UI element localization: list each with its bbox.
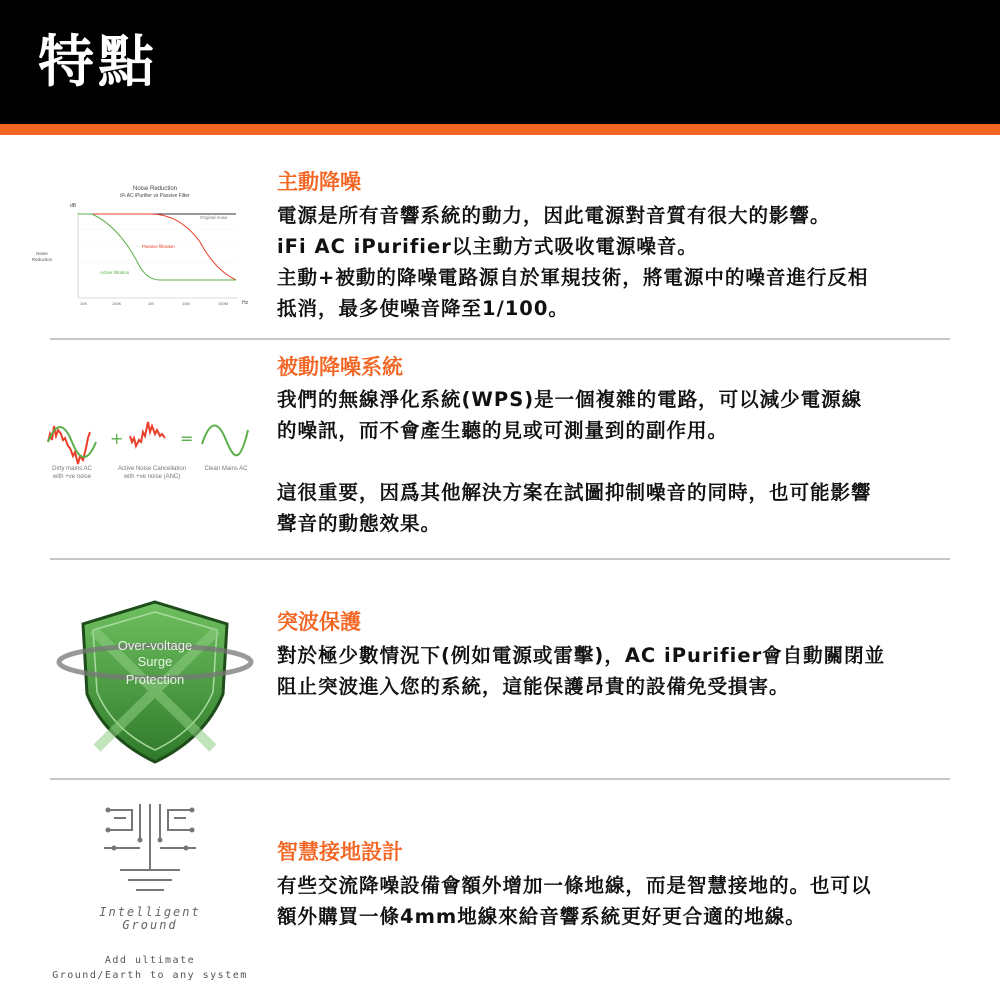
ground-caption-line2: Ground/Earth to any system <box>52 970 248 981</box>
body-line: 主動+被動的降噪電路源自於軍規技術，將電源中的噪音進行反相 <box>277 266 869 289</box>
noise-cancellation-diagram <box>30 400 260 490</box>
section-body <box>277 384 967 539</box>
body-line: 這很重要，因爲其他解決方案在試圖抑制噪音的同時，也可能影響 <box>277 481 872 504</box>
ground-circuit-icon <box>100 800 200 910</box>
body-line: 對於極少數情況下(例如電源或雷擊)，AC iPurifier會自動關閉並 <box>277 644 886 667</box>
body-line: 的噪訊，而不會產生聽的見或可測量到的副作用。 <box>277 419 729 442</box>
label-anc-line2: with +ve noise (ANC) <box>123 474 181 480</box>
shield-icon <box>55 598 255 768</box>
x-tick: 1M <box>148 301 154 306</box>
ground-caption-line1: Add ultimate <box>104 955 196 966</box>
noise-reduction-chart <box>30 182 250 312</box>
section-body <box>277 870 967 932</box>
clean-sine-icon <box>202 425 248 455</box>
body-line <box>277 446 967 477</box>
plus-operator: + <box>110 429 124 448</box>
body-line: 我們的無線淨化系統(WPS)是一個複雜的電路，可以減少電源線 <box>277 388 863 411</box>
chart-subtitle: iFi AC iPurifier vs Passive Filter <box>120 193 190 199</box>
header-accent-stripe <box>0 124 1000 135</box>
series-label-original: Original noise <box>200 215 228 220</box>
chart-y-label-2: Reduction <box>31 257 53 262</box>
ground-caption <box>50 953 250 983</box>
anc-wave-icon <box>130 422 165 446</box>
section-divider <box>50 558 950 560</box>
body-line: 有些交流降噪設備會額外增加一條地線，而是智慧接地的。也可以 <box>277 874 872 897</box>
x-tick: 10K <box>80 301 88 306</box>
section-divider <box>50 338 950 340</box>
series-label-passive: Passive filtration <box>142 244 175 249</box>
label-dirty-line2: with +ve noise <box>52 474 92 480</box>
body-line: 電源是所有音響系統的動力，因此電源對音質有很大的影響。 <box>277 204 831 227</box>
label-clean-line1: Clean Mains AC <box>204 466 248 472</box>
section-heading: 被動降噪系統 <box>277 355 403 379</box>
body-line: 聲音的動態效果。 <box>277 512 442 535</box>
section-body <box>277 640 967 702</box>
x-tick: 100K <box>112 301 122 306</box>
section-heading: 突波保護 <box>277 610 361 634</box>
body-line: 額外購買一條4mm地線來給音響系統更好更合適的地線。 <box>277 905 806 928</box>
shield-text-line3: Protection <box>125 672 185 687</box>
header-bar <box>0 0 1000 124</box>
body-line: 抵消，最多使噪音降至1/100。 <box>277 297 569 320</box>
x-tick: 10M <box>182 301 190 306</box>
ground-label-line1: Intelligent <box>99 905 201 919</box>
shield-text-line1: Over-voltage <box>117 638 193 653</box>
section-heading: 主動降噪 <box>277 170 361 194</box>
label-anc-line1: Active Noise Cancellation <box>117 466 187 472</box>
body-line: iFi AC iPurifier以主動方式吸收電源噪音。 <box>277 235 698 258</box>
section-heading: 智慧接地設計 <box>277 840 403 864</box>
series-label-active: Active filtration <box>100 270 130 275</box>
section-body <box>277 200 967 324</box>
chart-y-label-1: Noise <box>36 251 48 256</box>
chart-y-unit: dB <box>70 203 77 209</box>
label-dirty-line1: Dirty mains AC <box>52 466 92 472</box>
chart-x-unit: Hz <box>242 300 249 306</box>
section-divider <box>50 778 950 780</box>
body-line: 阻止突波進入您的系統，這能保護昂貴的設備免受損害。 <box>277 675 790 698</box>
ground-label-line2: Ground <box>122 918 178 932</box>
equals-operator: = <box>180 429 194 448</box>
chart-title: Noise Reduction <box>132 186 178 192</box>
shield-text-line2: Surge <box>137 654 173 669</box>
ground-label <box>80 906 220 932</box>
page-title: 特點 <box>38 30 158 95</box>
x-tick: 100M <box>218 301 229 306</box>
